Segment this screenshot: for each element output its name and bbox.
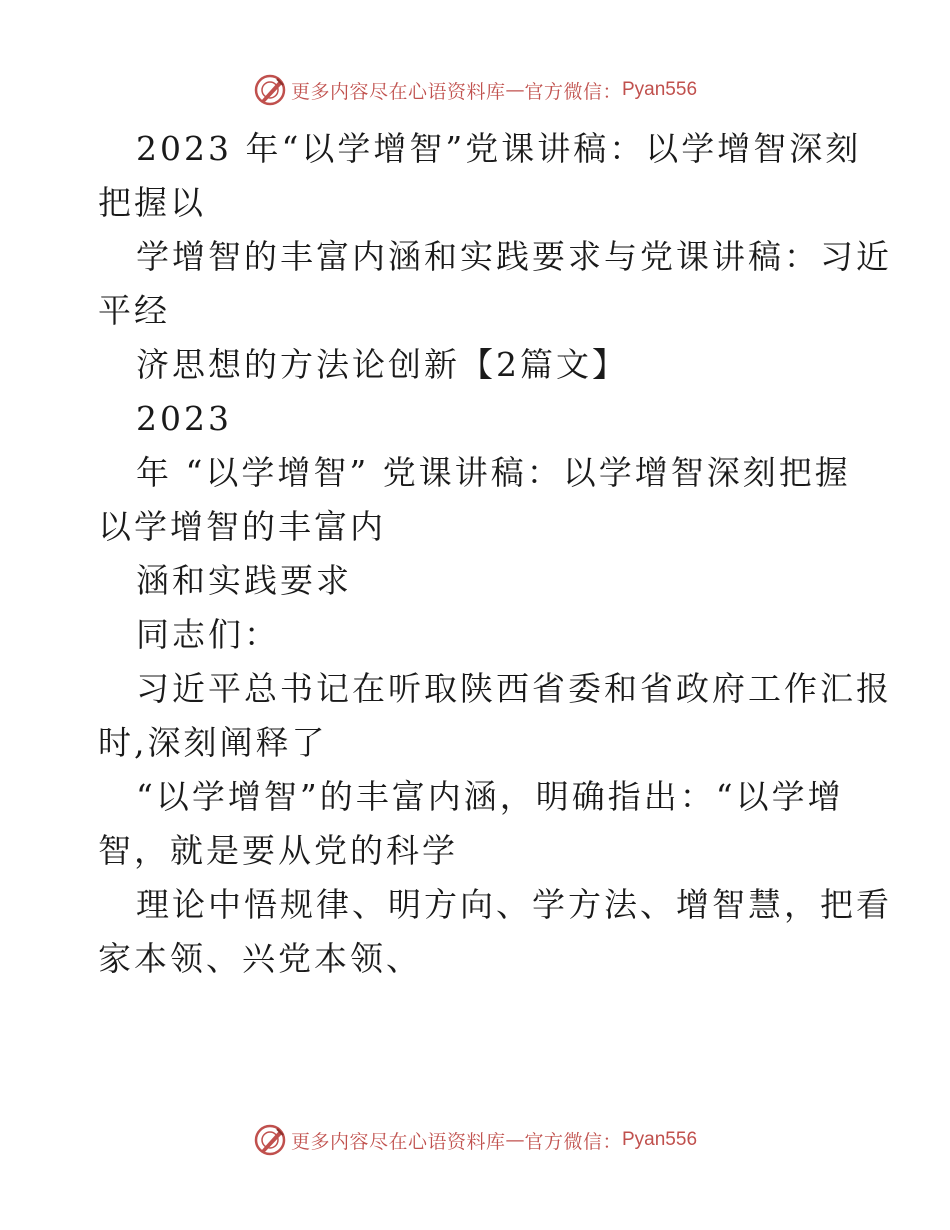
text-line: 2023: [136, 399, 232, 438]
banner-title: 更多内容尽在心语资料库: [290, 1130, 506, 1153]
header-watermark: [0, 70, 950, 110]
banner-wechat-id: Pyan556: [622, 79, 698, 100]
text-line: 理论中悟规律、明方向、学方法、增智慧，把看: [136, 885, 892, 924]
text-line: 学增智的丰富内涵和实践要求与党课讲稿：习近: [136, 237, 892, 276]
banner-contact: 官方微信：: [524, 80, 622, 103]
banner-separator: —: [505, 1129, 525, 1151]
text-line: 家本领、兴党本领、: [98, 939, 422, 978]
text-line: 2023 年“以学增智”党课讲稿：以学增智深刻: [136, 129, 862, 168]
pen-logo-icon: [253, 1123, 287, 1157]
banner-wechat-id: Pyan556: [622, 1129, 698, 1150]
text-line: 智，就是要从党的科学: [98, 831, 458, 870]
text-line: 年 “以学增智” 党课讲稿：以学增智深刻把握: [136, 453, 851, 492]
text-line: 济思想的方法论创新【2篇文】: [136, 345, 628, 384]
pen-logo-icon: [253, 73, 287, 107]
text-line: “以学增智”的丰富内涵，明确指出：“以学增: [136, 777, 844, 816]
text-line: 同志们：: [136, 615, 280, 654]
text-line: 把握以: [98, 183, 206, 222]
text-line: 平经: [98, 291, 170, 330]
footer-watermark: [0, 1120, 950, 1160]
text-line: 时,深刻阐释了: [98, 723, 328, 762]
text-line: 以学增智的丰富内: [98, 507, 386, 546]
text-line: 涵和实践要求: [136, 561, 352, 600]
banner-separator: —: [505, 79, 525, 101]
banner-title: 更多内容尽在心语资料库: [290, 80, 506, 103]
document-body: [98, 122, 892, 986]
text-line: 习近平总书记在听取陕西省委和省政府工作汇报: [136, 669, 892, 708]
banner-contact: 官方微信：: [524, 1130, 622, 1153]
